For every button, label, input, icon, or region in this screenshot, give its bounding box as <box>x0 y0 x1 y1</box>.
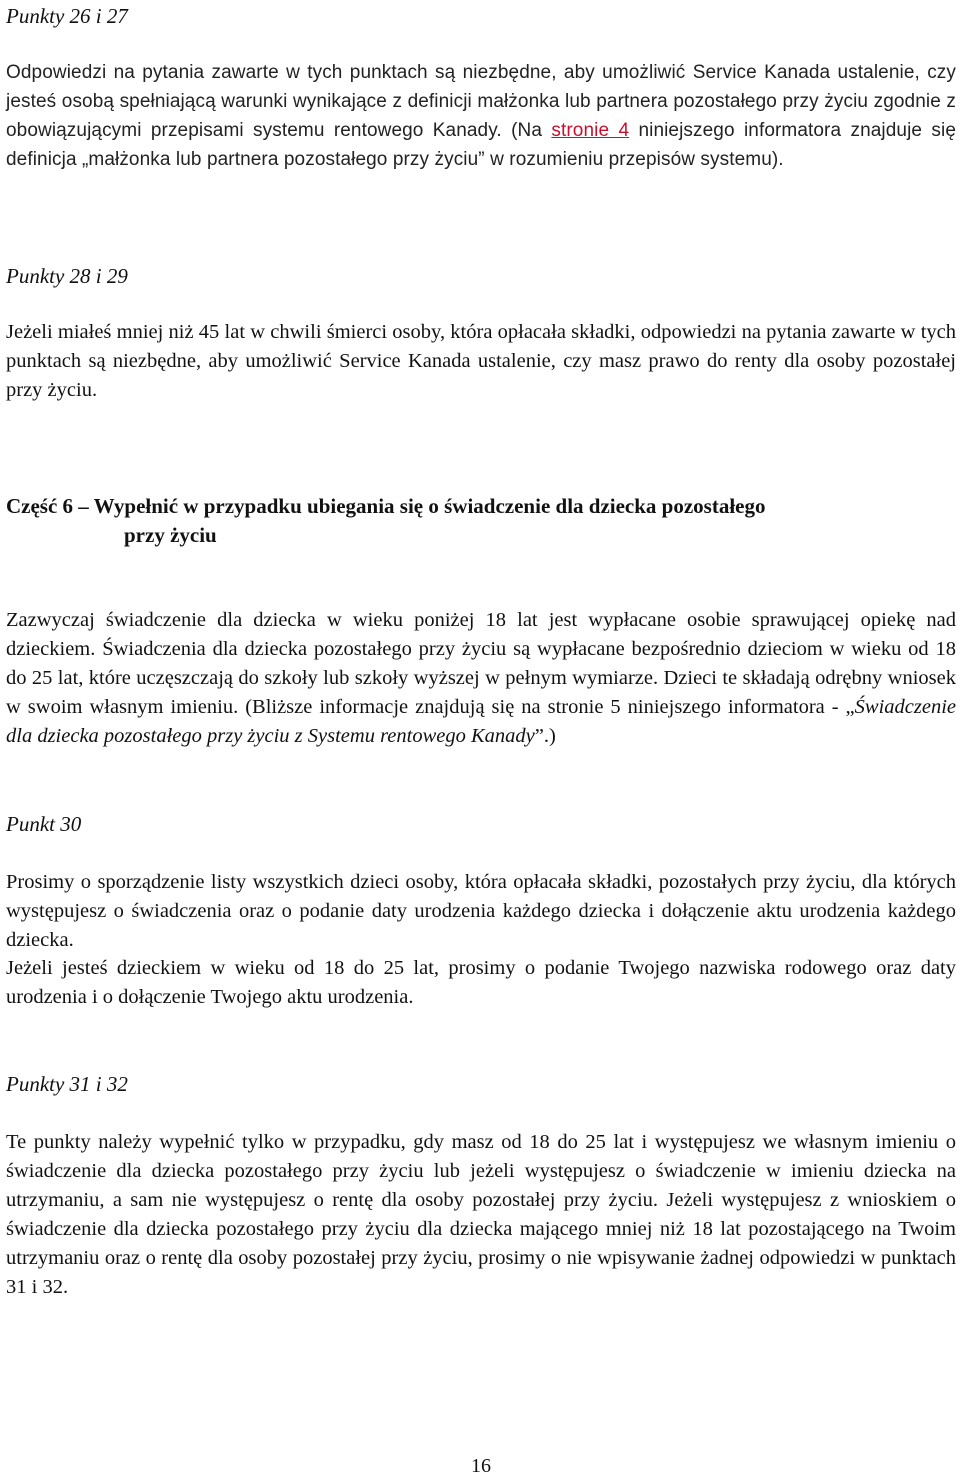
section-title-line2: przy życiu <box>124 523 217 547</box>
page-number: 16 <box>471 1455 491 1477</box>
section-title-line1: Część 6 – Wypełnić w przypadku ubiegania się o świadczenie dla dziecka pozostałego <box>6 494 766 518</box>
paragraph-punkt-30-b: Jeżeli jesteś dzieckiem w wieku od 18 do 25 lat, prosimy o podanie Twojego nazwiska rodowego oraz daty urodzenia i o dołączenie Twojego aktu urodzenia. <box>6 957 956 1008</box>
paragraph-text: ”.) <box>534 725 556 747</box>
paragraph-punkt-30-a: Prosimy o sporządzenie listy wszystkich dzieci osoby, która opłacała składki, pozostałych przy życiu, dla których występujesz o świadczenia oraz o podanie daty urodzenia każdego dziecka i dołączenie aktu urodzenia każdego dziecka. <box>6 871 956 951</box>
paragraph-text: Odpowiedzi na pytania zawarte w tych punktach są niezbędne, aby umożliwić Service Kanada ustalenie, czy jesteś osobą spełniającą warunki wynikające z definicji małżonka lub partnera pozostałego przy życiu zgodnie z obowiązującymi przepisami systemu rentowego Kanady. (Na <box>6 62 956 141</box>
heading-punkt-30: Punkt 30 <box>6 812 82 836</box>
section-title-part-6 <box>6 492 956 550</box>
heading-punkty-28-29: Punkty 28 i 29 <box>6 264 128 288</box>
page-4-link[interactable]: stronie 4 <box>551 120 630 141</box>
heading-punkty-26-27: Punkty 26 i 27 <box>6 4 128 28</box>
paragraph-punkty-26-27 <box>6 58 956 174</box>
document-page <box>6 0 956 1480</box>
paragraph-text: Zazwyczaj świadczenie dla dziecka w wieku poniżej 18 lat jest wypłacane osobie sprawującej opiekę nad dzieckiem. Świadczenia dla dziecka pozostałego przy życiu są wypłacane bezpośrednio dzieciom w wieku od 18 do 25 lat, które uczęszczają do szkoły lub szkoły wyższej w pełnym wymiarze. Dzieci te składają odrębny wniosek w swoim własnym imieniu. (Bliższe informacje znajdują się na stronie 5 niniejszego informatora - „ <box>6 609 956 718</box>
leaflet-title: Świadczenie dla dziecka pozostałego przy życiu z Systemu rentowego Kanady <box>6 696 956 747</box>
paragraph-punkty-28-29: Jeżeli miałeś mniej niż 45 lat w chwili śmierci osoby, która opłacała składki, odpowiedzi na pytania zawarte w tych punktach są niezbędne, aby umożliwić Service Kanada ustalenie, czy masz prawo do renty dla osoby pozostałej przy życiu. <box>6 321 956 401</box>
paragraph-part-6 <box>6 606 956 751</box>
paragraph-text: niniejszego informatora znajduje się definicja „małżonka lub partnera pozostałego przy życiu” w rozumieniu przepisów systemu). <box>6 120 956 170</box>
heading-punkty-31-32: Punkty 31 i 32 <box>6 1072 128 1096</box>
paragraph-punkty-31-32: Te punkty należy wypełnić tylko w przypadku, gdy masz od 18 do 25 lat i występujesz we własnym imieniu o świadczenie dla dziecka pozostałego przy życiu lub jeżeli występujesz o świadczenie w imieniu dziecka na utrzymaniu, a sam nie występujesz o rentę dla osoby pozostałej przy życiu. Jeżeli występujesz z wnioskiem o świadczenie dla dziecka pozostałego przy życiu dla dziecka mającego mniej niż 18 lat pozostającego na Twoim utrzymaniu oraz o rentę dla osoby pozostałej przy życiu, prosimy o nie wpisywanie żadnej odpowiedzi w punktach 31 i 32. <box>6 1131 956 1298</box>
